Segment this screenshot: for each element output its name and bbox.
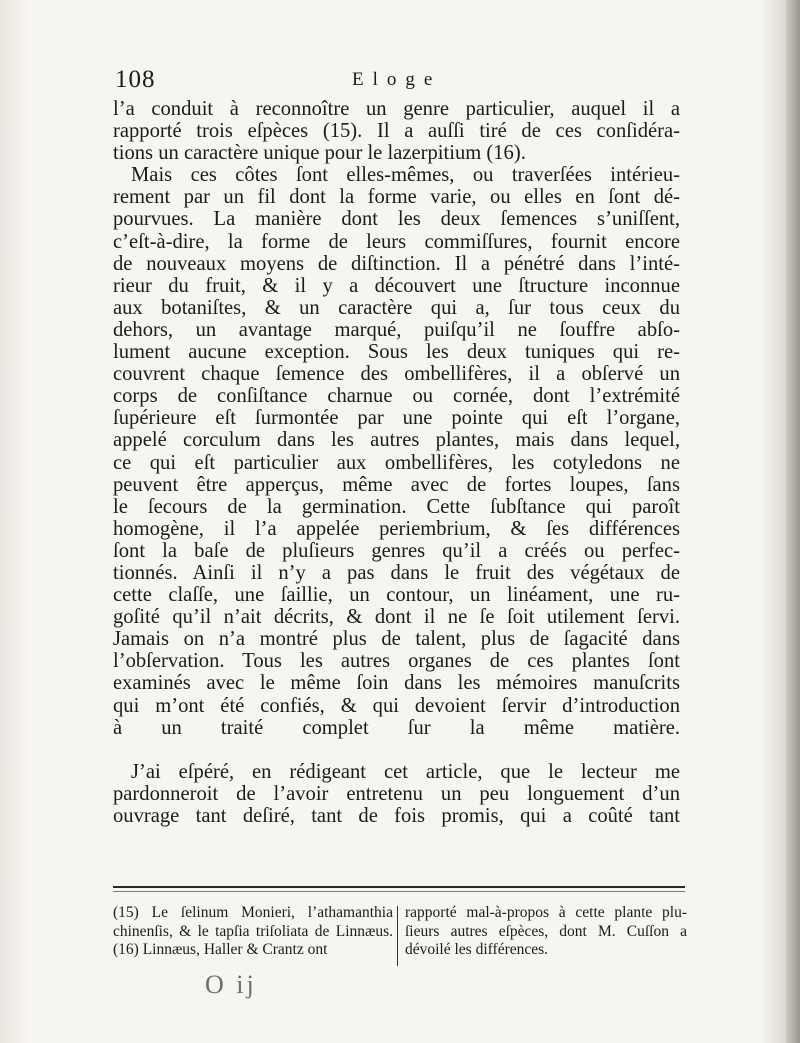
text-line <box>113 739 680 761</box>
footnotes-left-column <box>113 904 393 960</box>
text-line: aux botaniſtes, & un caractère qui a, ſur tous ceux du <box>113 296 680 319</box>
text-line: examinés avec le même ſoin dans les mémoires manuſcrits <box>113 672 680 695</box>
text-line: ſont la baſe de pluſieurs genres qu’il a créés ou perfec- <box>113 539 680 562</box>
text-line: couvrent chaque ſemence des ombellifères, il a obſervé un <box>113 363 680 386</box>
text-line: pardonneroit de l’avoir entretenu un peu longuement d’un <box>113 782 680 805</box>
paragraph-3 <box>113 761 680 827</box>
text-line: l’a conduit à reconnoître un genre particulier, auquel il a <box>113 98 680 120</box>
paragraph-2 <box>113 164 680 761</box>
text-line: rapporté trois eſpèces (15). Il a auſſi tiré de ces conſidéra- <box>113 120 680 143</box>
text-line: rieur du fruit, & il y a découvert une ſtructure inconnue <box>113 274 680 297</box>
text-line: le ſecours de la germination. Cette ſubſtance qui paroît <box>113 495 680 518</box>
text-line: c’eſt-à-dire, la forme de leurs commiſſures, fournit encore <box>113 230 680 253</box>
text-line: corps de conſiſtance charnue ou cornée, dont l’extrémité <box>113 385 680 408</box>
text-line: tionnés. Ainſi il n’y a pas dans le fruit des végétaux de <box>113 561 680 584</box>
text-line: Mais ces côtes ſont elles-mêmes, ou traverſées intérieu- <box>131 164 680 187</box>
footnote-column-divider <box>397 906 398 966</box>
signature-mark: O ij <box>205 970 257 999</box>
footnotes-right-column <box>405 904 687 960</box>
text-line: homogène, il l’a appelée periembrium, & ſes différences <box>113 517 680 540</box>
text-line: ſupérieure eſt ſurmontée par une pointe qui eſt l’organe, <box>113 407 680 430</box>
footnote-rule <box>113 886 685 888</box>
text-line: lument aucune exception. Sous les deux tuniques qui re- <box>113 341 680 364</box>
text-line: goſité qu’il n’ait décrits, & dont il ne ſe ſoit utilement ſervi. <box>113 606 680 629</box>
text-line: ouvrage tant deſiré, tant de fois promis, qui a coûté tant <box>113 805 680 827</box>
text-line: peuvent être apperçus, même avec de fortes loupes, ſans <box>113 473 680 496</box>
footnote-line: rapporté mal-à-propos à cette plante plu- <box>405 904 687 921</box>
footnote-rule-thin <box>113 891 685 892</box>
footnote-line: ſieurs autres eſpèces, dont M. Cuſſon a <box>405 922 687 940</box>
text-line: tions un caractère unique pour le lazerpitium (16). <box>113 142 526 165</box>
text-line: J’ai eſpéré, en rédigeant cet article, que le lecteur me <box>131 760 680 783</box>
text-line: qui m’ont été confiés, & qui devoient ſervir d’introduction <box>113 694 680 717</box>
footnote-line: (15) Le ſelinum Monieri, l’athamanthia <box>113 904 393 921</box>
text-line: pourvues. La manière dont les deux ſemences s’uniſſent, <box>113 208 680 231</box>
text-line: dehors, un avantage marqué, puiſqu’il ne ſouffre abſo- <box>113 318 680 341</box>
text-line: cette claſſe, une ſaillie, un contour, un linéament, une ru- <box>113 584 680 607</box>
text-line: de nouveaux moyens de diſtinction. Il a pénétré dans l’inté- <box>113 252 680 275</box>
text-line: l’obſervation. Tous les autres organes de ces plantes ſont <box>113 650 680 673</box>
text-line: ce qui eſt particulier aux ombellifères, les cotyledons ne <box>113 451 680 474</box>
footnote-line: (16) Linnæus, Haller & Crantz ont <box>113 941 328 958</box>
text-line: Jamais on n’a montré plus de talent, plus de ſagacité dans <box>113 628 680 651</box>
text-line: à un traité complet ſur la même matière. <box>113 716 680 739</box>
footnote-line: chinenſis, & le tapſia triſoliata de Linnæus. <box>113 922 393 940</box>
paragraph-1 <box>113 98 680 164</box>
text-line: appelé corculum dans les autres plantes, mais dans lequel, <box>113 429 680 452</box>
running-title: Eloge <box>352 69 442 90</box>
text-line: rement par un fil dont la forme varie, ou elles en ſont dé- <box>113 186 680 209</box>
page-header <box>115 66 675 96</box>
footnote-line: dévoilé les différences. <box>405 941 549 958</box>
main-text <box>113 98 680 827</box>
page-edge-shadow <box>786 0 800 1043</box>
page-number: 108 <box>115 66 156 93</box>
